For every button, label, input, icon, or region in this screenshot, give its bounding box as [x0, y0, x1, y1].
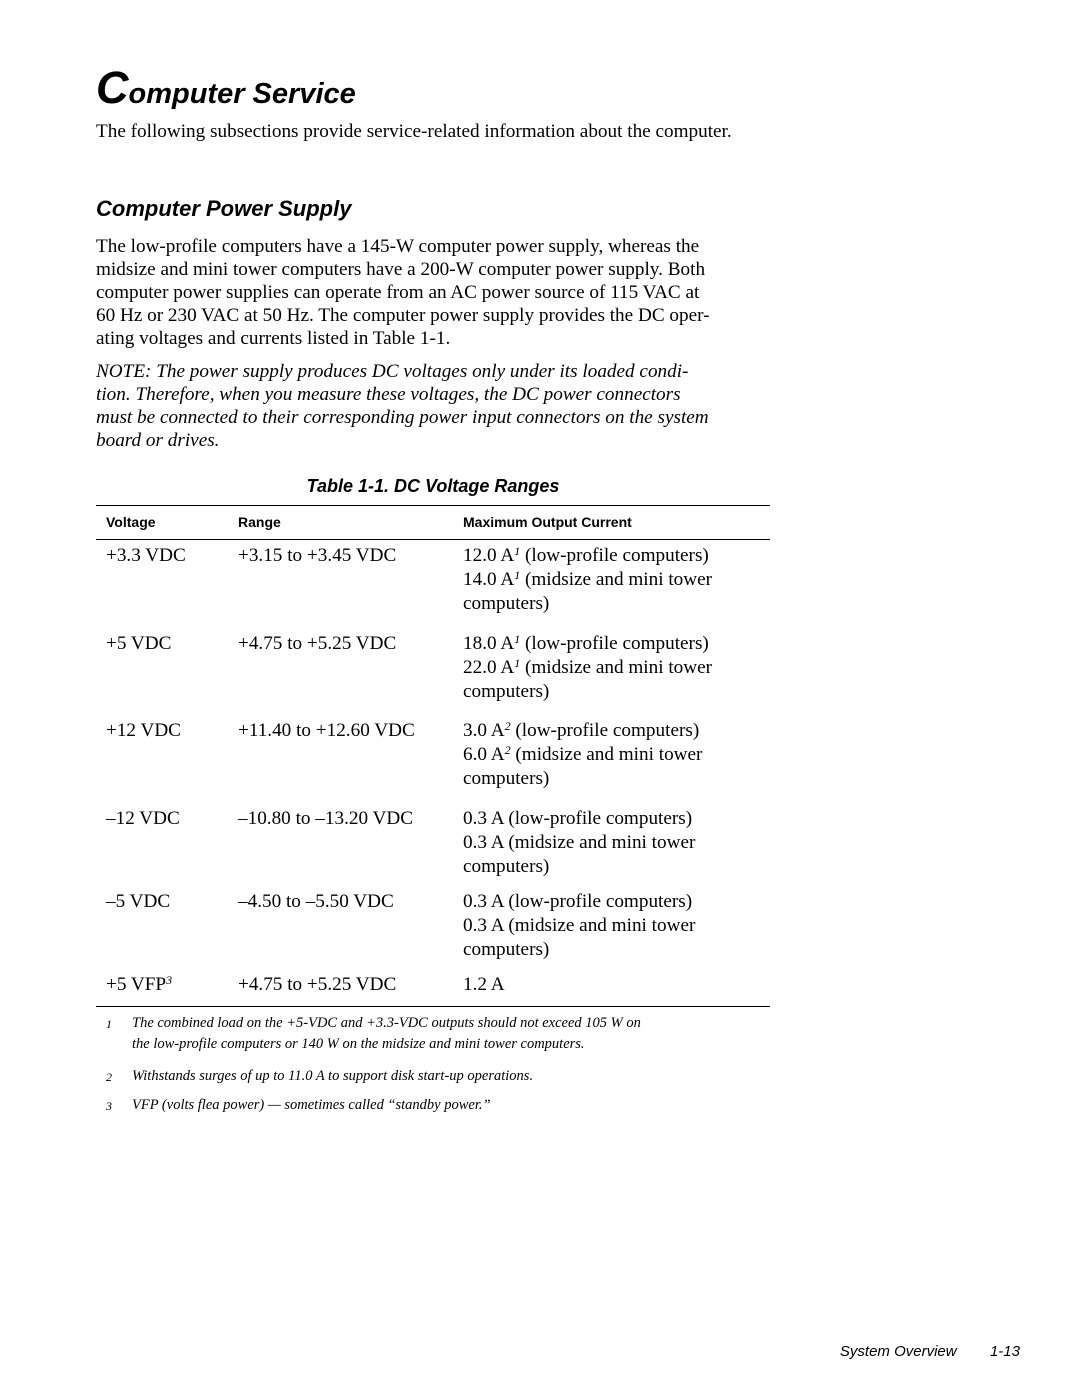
current-line: 12.0 $A^1$ (low-profile computers) — [463, 544, 709, 566]
current-line: 14.0 $A^1$ (midsize and mini tower — [463, 568, 713, 590]
table-header-rule — [96, 539, 770, 540]
table-top-rule — [96, 505, 770, 506]
cell-voltage: +5 VFP$^3$ — [106, 973, 173, 995]
cell-range: +4.75 to +5.25 VDC — [238, 633, 397, 654]
paragraph-line: ating voltages and currents listed in Table 1-1. — [96, 328, 451, 349]
current-line: 0.3 A (midsize and mini tower — [463, 915, 696, 936]
cell-voltage: +3.3 VDC — [106, 545, 186, 566]
current-line: 0.3 A (low-profile computers) — [463, 808, 693, 829]
footnote — [106, 1013, 786, 1055]
cell-voltage: +12 VDC — [106, 720, 181, 741]
cell-voltage: +5 VDC — [106, 633, 172, 654]
subsection-title: Computer Power Supply — [96, 196, 352, 221]
note-line: NOTE: The power supply produces DC voltages only under its loaded condi- — [96, 361, 689, 382]
note-line: tion. Therefore, when you measure these voltages, the DC power connectors — [96, 384, 681, 405]
page-footer — [840, 1342, 1020, 1362]
footnote-text: Withstands surges of up to 11.0 A to support disk start-up operations. — [132, 1068, 534, 1084]
cell-range: –4.50 to –5.50 VDC — [238, 891, 394, 912]
footnote-ref: 2 — [504, 719, 511, 733]
footnote-mark: 2 — [106, 1070, 112, 1084]
footer-page-number: 1-13 — [989, 1343, 1020, 1360]
footnote-text: the low-profile computers or 140 W on the midsize and mini tower computers. — [132, 1036, 585, 1052]
section-title-rest: omputer Service — [128, 78, 356, 110]
cell-voltage: –5 VDC — [106, 891, 171, 912]
current-line: 3.0 $A^2$ (low-profile computers) — [463, 719, 700, 741]
paragraph-line: 60 Hz or 230 VAC at 50 Hz. The computer power supply provides the DC oper- — [96, 305, 710, 326]
section-title — [96, 63, 356, 119]
footnote-text: The combined load on the +5-VDC and +3.3-VDC outputs should not exceed 105 W on — [132, 1015, 641, 1031]
current-line: computers) — [463, 939, 550, 960]
intro-paragraph: The following subsections provide service-related information about the computer. — [96, 121, 732, 142]
footnote-ref: 1 — [514, 656, 521, 670]
note-line: board or drives. — [96, 430, 220, 451]
footnote-mark: 1 — [106, 1017, 112, 1031]
current-line: 1.2 A — [463, 974, 505, 995]
current-line: 22.0 $A^1$ (midsize and mini tower — [463, 656, 713, 678]
current-line: computers) — [463, 681, 550, 702]
note-line: must be connected to their corresponding power input connectors on the system — [96, 407, 709, 428]
paragraph-line: The low-profile computers have a 145-W computer power supply, whereas the — [96, 236, 700, 257]
cell-range: +3.15 to +3.45 VDC — [238, 545, 397, 566]
cell-range: +11.40 to +12.60 VDC — [238, 720, 415, 741]
current-line: 6.0 $A^2$ (midsize and mini tower — [463, 743, 703, 765]
cell-max-current — [463, 890, 695, 962]
cell-max-current — [463, 544, 712, 616]
footnote-text: VFP (volts flea power) — sometimes called “standby power.” — [132, 1097, 491, 1113]
current-line: computers) — [463, 856, 550, 877]
cell-max-current — [463, 632, 712, 704]
table-bottom-rule — [96, 1006, 770, 1007]
footnote-ref: 1 — [514, 544, 521, 558]
column-header-max-current: Maximum Output Current — [463, 514, 632, 530]
cell-voltage: –12 VDC — [106, 808, 180, 829]
column-header-range: Range — [238, 514, 281, 530]
current-line: computers) — [463, 768, 550, 789]
footnote — [106, 1095, 786, 1116]
footnote-mark: 3 — [106, 1099, 112, 1113]
current-line: 18.0 $A^1$ (low-profile computers) — [463, 632, 709, 654]
current-line: 0.3 A (low-profile computers) — [463, 891, 693, 912]
section-title-initial: C — [96, 62, 129, 113]
footer-section-name: System Overview — [839, 1343, 957, 1360]
footnote-ref: 3 — [166, 973, 173, 987]
footnote-ref: 2 — [504, 743, 511, 757]
current-line: 0.3 A (midsize and mini tower — [463, 832, 696, 853]
footnote-ref: 1 — [514, 632, 521, 646]
cell-max-current — [463, 973, 505, 997]
table-caption: Table 1-1. DC Voltage Ranges — [306, 476, 560, 496]
cell-max-current — [463, 719, 702, 791]
current-line: computers) — [463, 593, 550, 614]
cell-range: +4.75 to +5.25 VDC — [238, 974, 397, 995]
footnote — [106, 1066, 786, 1087]
paragraph-line: computer power supplies can operate from an AC power source of 115 VAC at — [96, 282, 700, 303]
cell-max-current — [463, 807, 695, 879]
note-paragraph — [96, 360, 786, 452]
power-supply-paragraph — [96, 235, 786, 350]
column-header-voltage: Voltage — [106, 514, 156, 530]
paragraph-line: midsize and mini tower computers have a 200-W computer power supply. Both — [96, 259, 706, 280]
cell-range: –10.80 to –13.20 VDC — [238, 808, 414, 829]
footnote-ref: 1 — [514, 568, 521, 582]
